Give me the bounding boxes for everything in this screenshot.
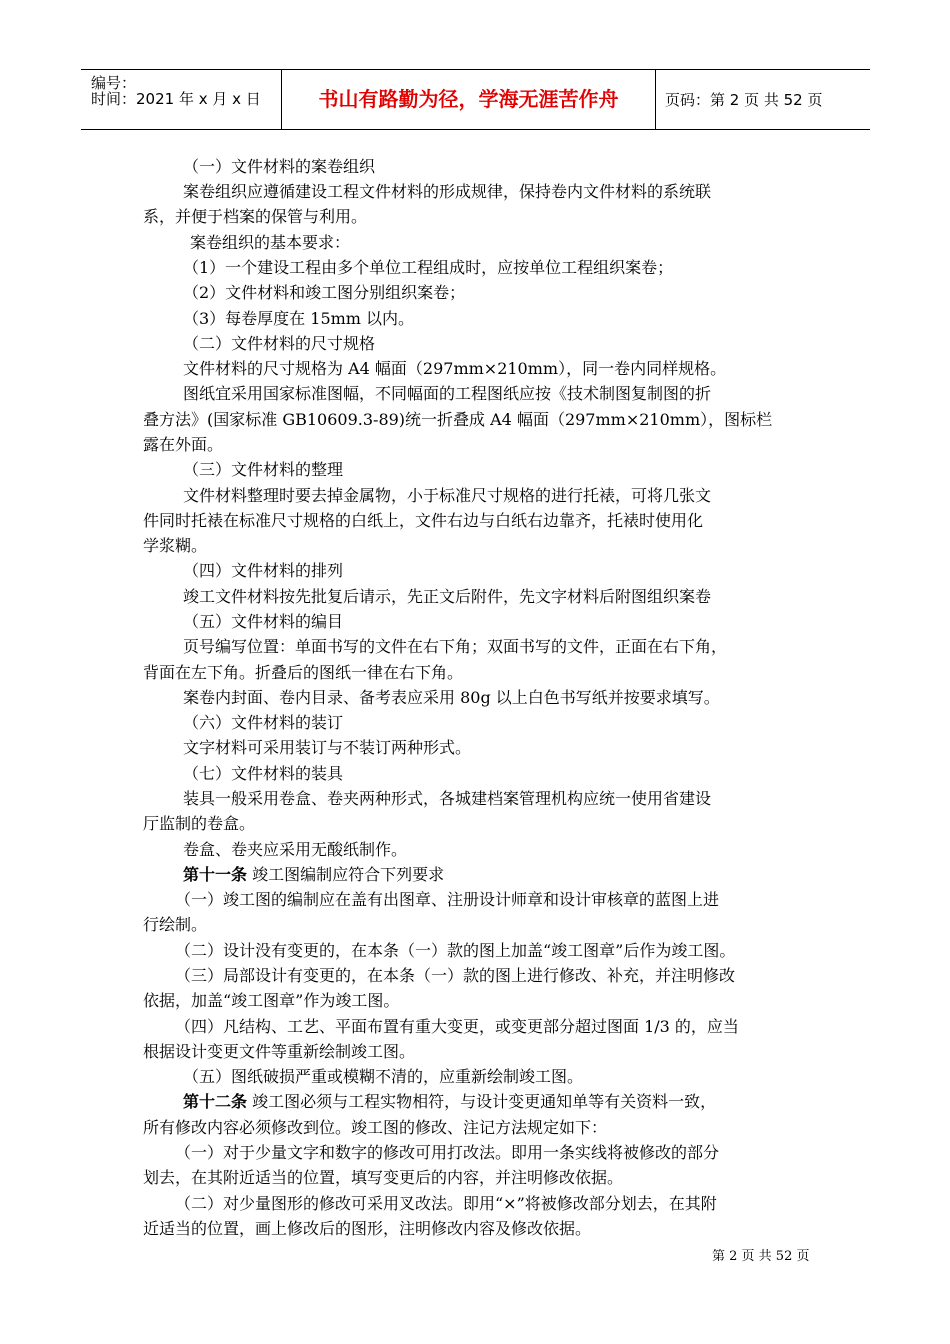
paragraph-line: 行绘制。 — [143, 915, 208, 934]
header-page-number: 页码：第 2 页 共 52 页 — [665, 91, 823, 109]
list-item: （2）文件材料和竣工图分别组织案卷； — [183, 283, 466, 302]
paragraph-line: （四）凡结构、工艺、平面布置有重大变更，或变更部分超过图面 1/3 的，应当 — [175, 1017, 739, 1036]
paragraph-line: 露在外面。 — [143, 435, 224, 454]
header-motto: 书山有路勤为径，学海无涯苦作舟 — [318, 87, 619, 111]
section-heading-6: （六）文件材料的装订 — [183, 713, 344, 732]
paragraph-line: 页号编写位置：单面书写的文件在右下角；双面书写的文件，正面在右下角， — [183, 637, 728, 656]
paragraph-line: 叠方法》(国家标准 GB10609.3-89)统一折叠成 A4 幅面（297mm×210mm），图标栏 — [143, 410, 773, 429]
header-page-cell — [655, 70, 870, 129]
header-motto-cell — [281, 70, 656, 129]
paragraph-line: 划去，在其附近适当的位置，填写变更后的内容，并注明修改依据。 — [143, 1168, 624, 1187]
document-time-label: 时间：2021 年 x 月 x 日 — [91, 90, 261, 108]
paragraph-line: 所有修改内容必须修改到位。竣工图的修改、注记方法规定如下： — [143, 1118, 608, 1137]
paragraph-line: 案卷组织应遵循建设工程文件材料的形成规律，保持卷内文件材料的系统联 — [183, 182, 712, 201]
article-number: 第十一条 — [183, 865, 248, 884]
page-footer: 第 2 页 共 52 页 — [712, 1249, 810, 1264]
header-meta-cell — [81, 70, 281, 129]
paragraph-line: （三）局部设计有变更的，在本条（一）款的图上进行修改、补充，并注明修改 — [175, 966, 736, 985]
paragraph-line: 案卷内封面、卷内目录、备考表应采用 80g 以上白色书写纸并按要求填写。 — [183, 688, 720, 707]
paragraph-line: （二）设计没有变更的，在本条（一）款的图上加盖“竣工图章”后作为竣工图。 — [175, 941, 736, 960]
section-heading-1: （一）文件材料的案卷组织 — [183, 157, 376, 176]
paragraph-line: （一）对于少量文字和数字的修改可用打改法。即用一条实线将被修改的部分 — [175, 1143, 720, 1162]
paragraph-line: （一）竣工图的编制应在盖有出图章、注册设计师章和设计审核章的蓝图上进 — [175, 890, 720, 909]
paragraph-line: 装具一般采用卷盒、卷夹两种形式，各城建档案管理机构应统一使用省建设 — [183, 789, 712, 808]
paragraph-line: 学浆糊。 — [143, 536, 208, 555]
paragraph-line: 文件材料整理时要去掉金属物，小于标准尺寸规格的进行托裱，可将几张文 — [183, 486, 712, 505]
paragraph-line: 竣工文件材料按先批复后请示，先正文后附件，先文字材料后附图组织案卷 — [183, 587, 712, 606]
paragraph-line: 背面在左下角。折叠后的图纸一律在右下角。 — [143, 663, 464, 682]
document-number-label: 编号： — [91, 74, 137, 92]
list-item: （3）每卷厚度在 15mm 以内。 — [183, 309, 415, 328]
article-12-heading: 第十二条 竣工图必须与工程实物相符，与设计变更通知单等有关资料一致， — [183, 1092, 717, 1111]
paragraph-line: 案卷组织的基本要求： — [190, 233, 351, 252]
article-11-heading: 第十一条 竣工图编制应符合下列要求 — [183, 865, 445, 884]
section-heading-2: （二）文件材料的尺寸规格 — [183, 334, 376, 353]
article-number: 第十二条 — [183, 1092, 248, 1111]
section-heading-7: （七）文件材料的装具 — [183, 764, 344, 783]
list-item: （1）一个建设工程由多个单位工程组成时，应按单位工程组织案卷； — [183, 258, 674, 277]
paragraph-line: 近适当的位置，画上修改后的图形，注明修改内容及修改依据。 — [143, 1219, 592, 1238]
paragraph-line: （二）对少量图形的修改可采用叉改法。即用“×”将被修改部分划去，在其附 — [175, 1194, 717, 1213]
section-heading-5: （五）文件材料的编目 — [183, 612, 344, 631]
paragraph-line: 图纸宜采用国家标准图幅，不同幅面的工程图纸应按《技术制图复制图的折 — [183, 384, 712, 403]
paragraph-line: 文字材料可采用装订与不装订两种形式。 — [183, 738, 472, 757]
paragraph-line: 卷盒、卷夹应采用无酸纸制作。 — [183, 840, 408, 859]
page-header — [81, 69, 870, 130]
paragraph-line: 系，并便于档案的保管与利用。 — [143, 207, 368, 226]
paragraph-line: 根据设计变更文件等重新绘制竣工图。 — [143, 1042, 416, 1061]
paragraph-line: （五）图纸破损严重或模糊不清的，应重新绘制竣工图。 — [183, 1067, 584, 1086]
section-heading-4: （四）文件材料的排列 — [183, 561, 344, 580]
paragraph-line: 依据，加盖“竣工图章”作为竣工图。 — [143, 991, 400, 1010]
paragraph-line: 厅监制的卷盒。 — [143, 814, 256, 833]
section-heading-3: （三）文件材料的整理 — [183, 460, 344, 479]
paragraph-line: 文件材料的尺寸规格为 A4 幅面（297mm×210mm），同一卷内同样规格。 — [183, 359, 727, 378]
paragraph-line: 件同时托裱在标准尺寸规格的白纸上，文件右边与白纸右边靠齐，托裱时使用化 — [143, 511, 704, 530]
